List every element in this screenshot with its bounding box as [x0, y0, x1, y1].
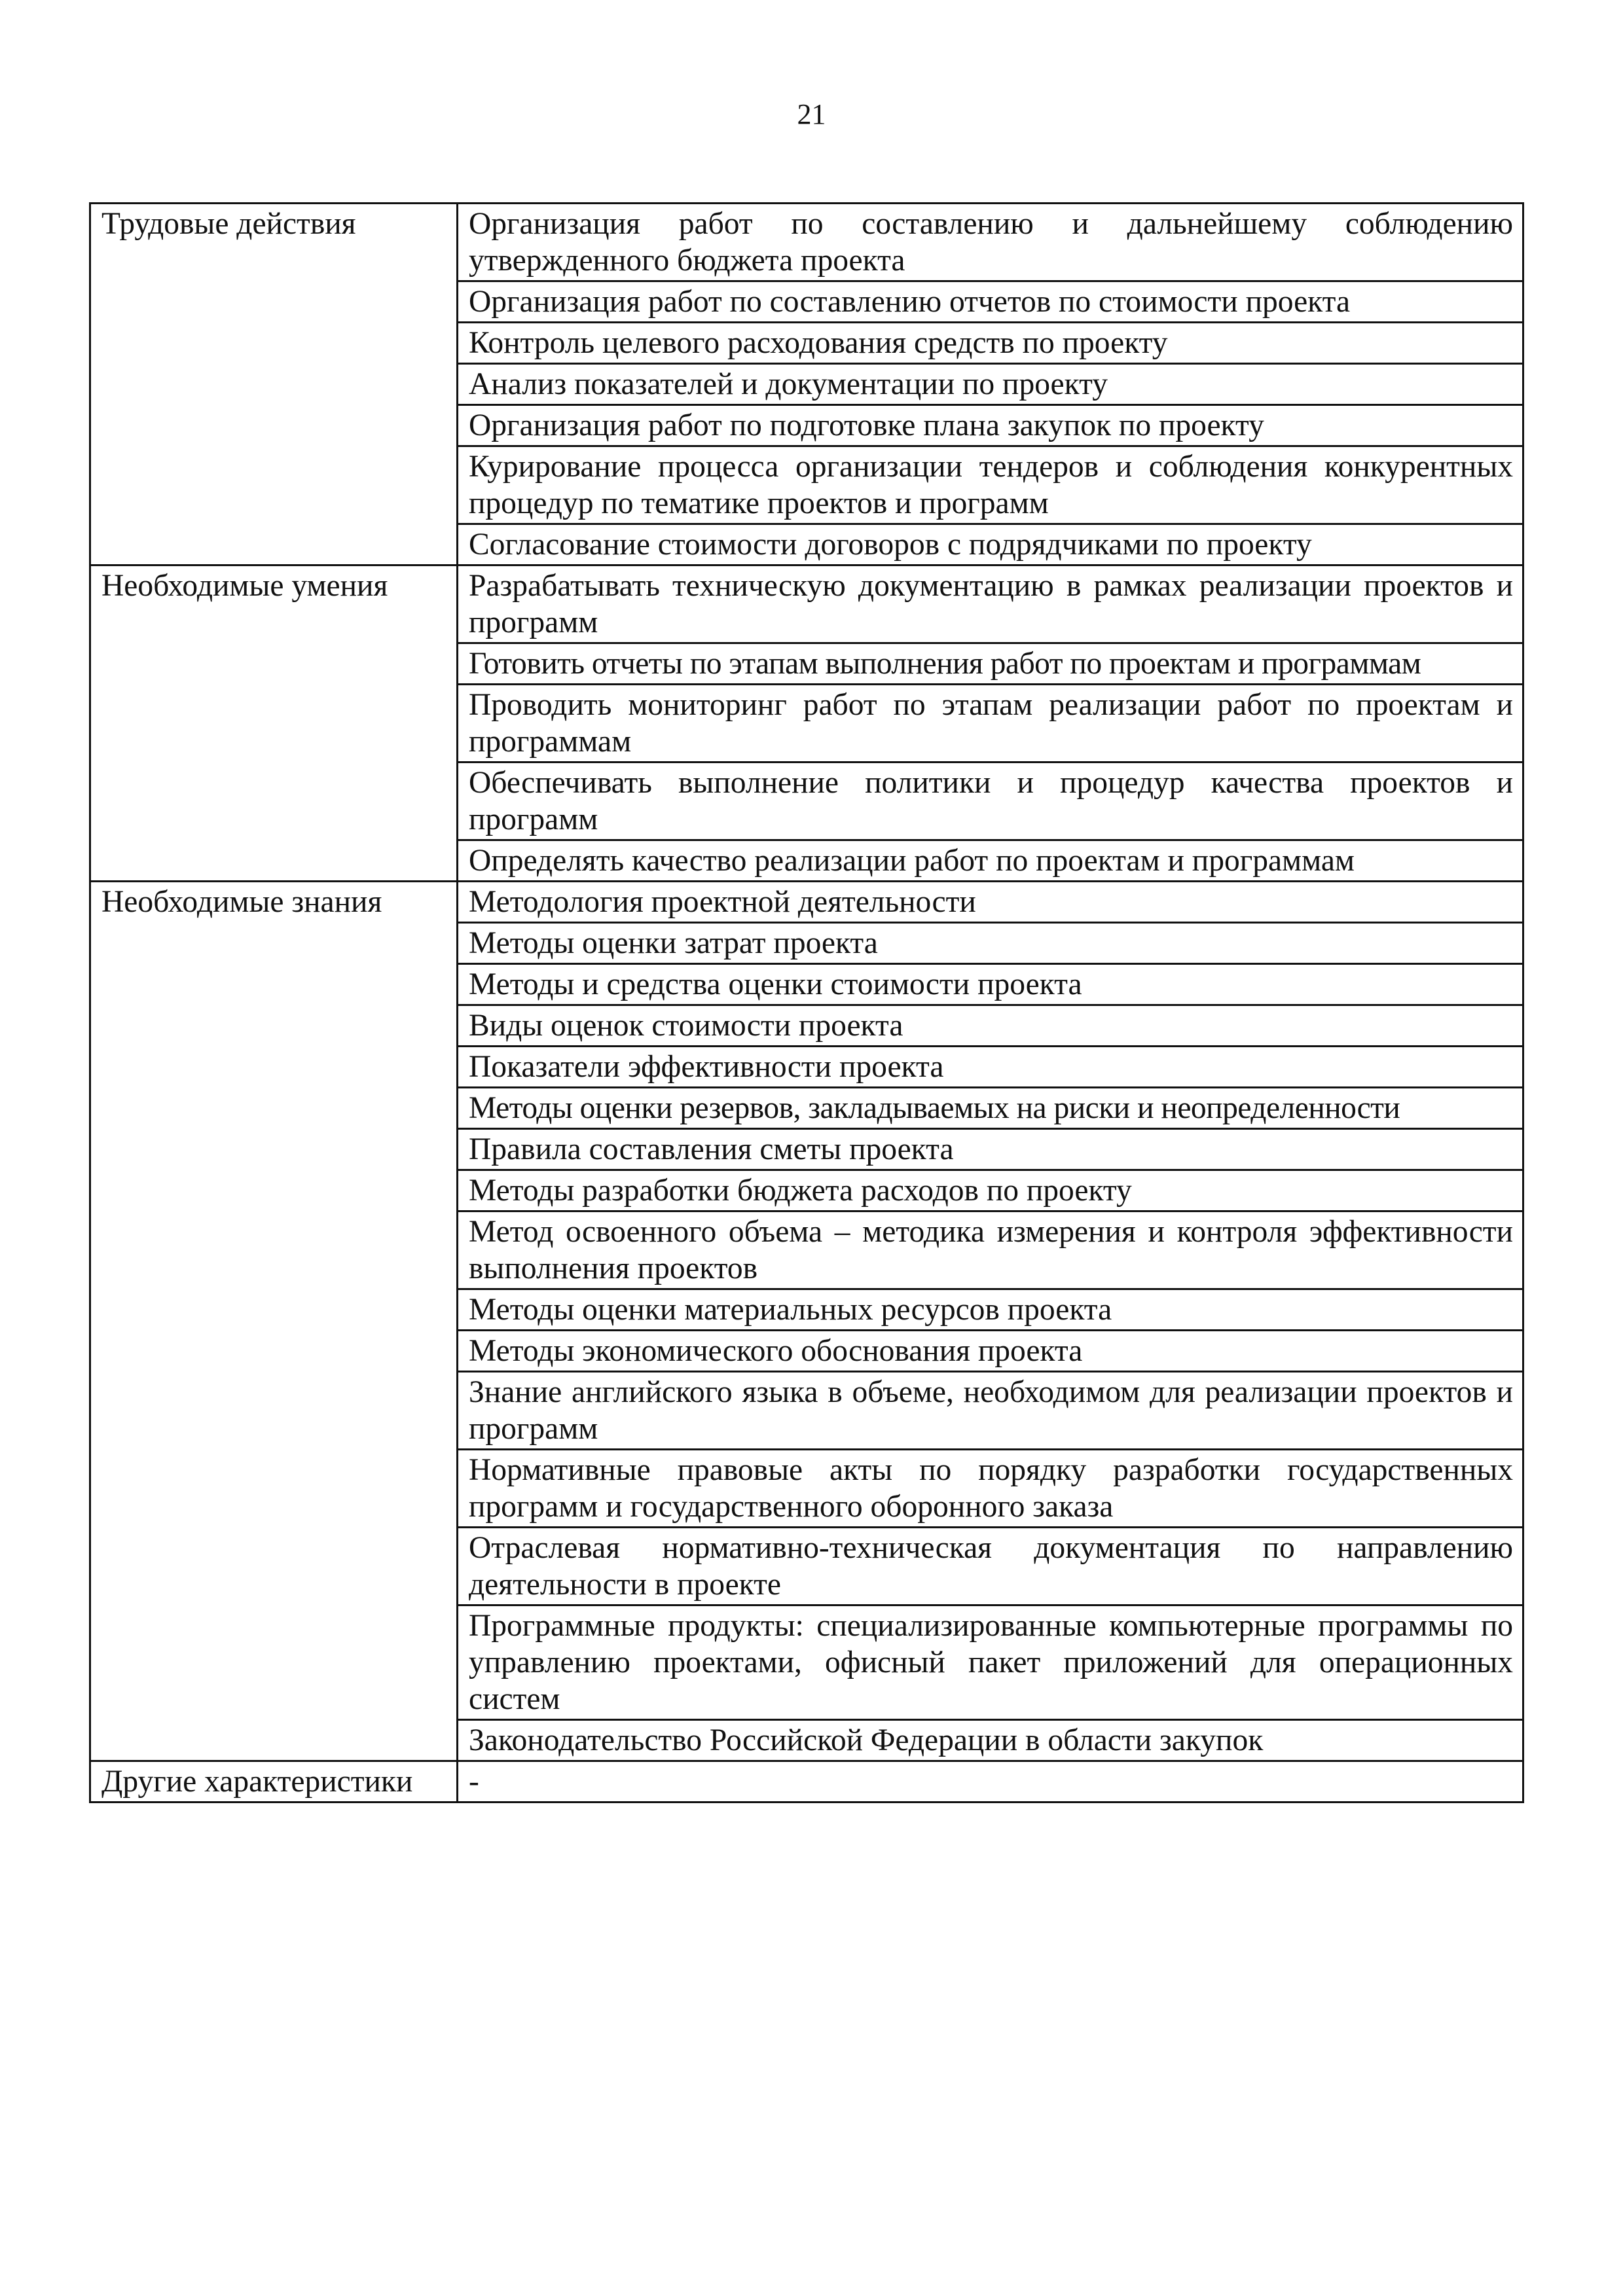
section-label-required-knowledge: Необходимые знания	[90, 882, 458, 1761]
table-cell: Методы оценки затрат проекта	[458, 923, 1523, 964]
table-cell: Организация работ по составлению отчетов по стоимости проекта	[458, 281, 1523, 323]
table-cell: Методология проектной деятельности	[458, 882, 1523, 923]
table-cell: Согласование стоимости договоров с подрядчиками по проекту	[458, 524, 1523, 565]
table-row	[90, 204, 1523, 281]
table-row	[90, 1761, 1523, 1803]
section-label-labor-actions: Трудовые действия	[90, 204, 458, 565]
table-cell: Законодательство Российской Федерации в области закупок	[458, 1720, 1523, 1761]
table-row	[90, 565, 1523, 643]
table-cell: Организация работ по составлению и дальнейшему соблюдению утвержденного бюджета проекта	[458, 204, 1523, 281]
table-cell: Определять качество реализации работ по проектам и программам	[458, 840, 1523, 882]
table-cell: Метод освоенного объема – методика измерения и контроля эффективности выполнения проектов	[458, 1211, 1523, 1289]
table-cell: Методы и средства оценки стоимости проекта	[458, 964, 1523, 1005]
table-cell: Организация работ по подготовке плана закупок по проекту	[458, 405, 1523, 446]
table-cell: Курирование процесса организации тендеров и соблюдения конкурентных процедур по тематике проектов и программ	[458, 446, 1523, 524]
section-label-other-characteristics: Другие характеристики	[90, 1761, 458, 1803]
table-cell: Проводить мониторинг работ по этапам реализации работ по проектам и программам	[458, 685, 1523, 762]
requirements-table	[89, 202, 1524, 1803]
table-cell: Методы разработки бюджета расходов по проекту	[458, 1170, 1523, 1211]
table-cell: Виды оценок стоимости проекта	[458, 1005, 1523, 1047]
table-cell: -	[458, 1761, 1523, 1803]
table-cell: Обеспечивать выполнение политики и процедур качества проектов и программ	[458, 762, 1523, 840]
table-cell: Контроль целевого расходования средств по проекту	[458, 323, 1523, 364]
table-cell: Программные продукты: специализированные компьютерные программы по управлению проектами, офисный пакет приложений для операционных систем	[458, 1605, 1523, 1720]
table-row	[90, 882, 1523, 923]
table-cell: Нормативные правовые акты по порядку разработки государственных программ и государственного оборонного заказа	[458, 1450, 1523, 1528]
page-number: 21	[797, 98, 826, 130]
table-cell: Готовить отчеты по этапам выполнения работ по проектам и программам	[458, 643, 1523, 685]
table-cell: Методы оценки материальных ресурсов проекта	[458, 1289, 1523, 1331]
table-cell: Методы экономического обоснования проекта	[458, 1331, 1523, 1372]
table-cell: Правила составления сметы проекта	[458, 1129, 1523, 1170]
table-cell: Разрабатывать техническую документацию в рамках реализации проектов и программ	[458, 565, 1523, 643]
section-label-required-skills: Необходимые умения	[90, 565, 458, 882]
table-cell: Методы оценки резервов, закладываемых на риски и неопределенности	[458, 1088, 1523, 1129]
table-cell: Знание английского языка в объеме, необходимом для реализации проектов и программ	[458, 1372, 1523, 1450]
table-cell: Отраслевая нормативно-техническая документация по направлению деятельности в проекте	[458, 1528, 1523, 1605]
table-cell: Анализ показателей и документации по проекту	[458, 364, 1523, 405]
table-cell: Показатели эффективности проекта	[458, 1047, 1523, 1088]
